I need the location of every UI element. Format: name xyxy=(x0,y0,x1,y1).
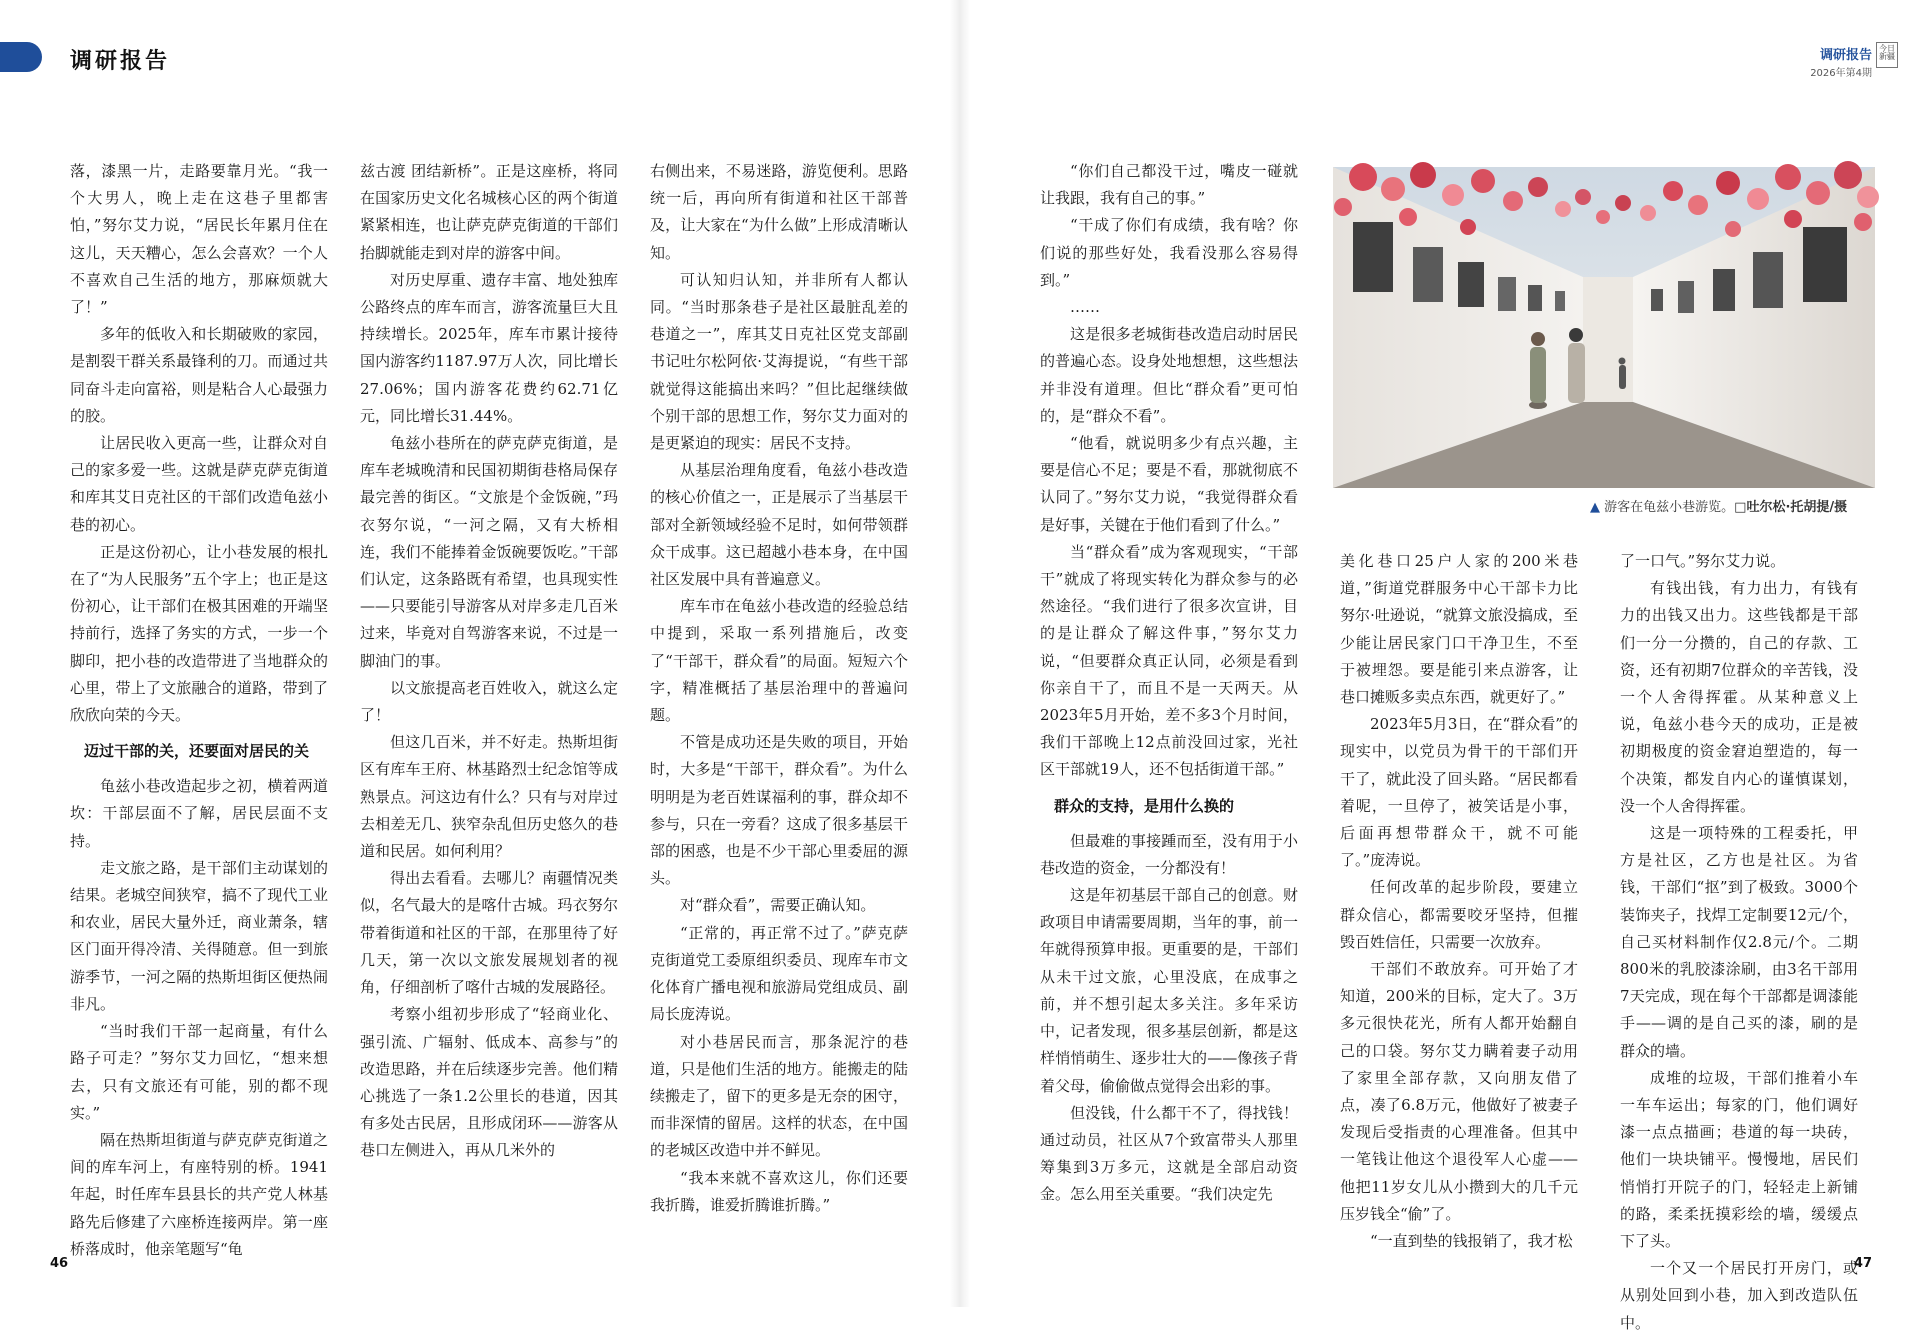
paragraph: 成堆的垃圾，干部们推着小车一车车运出；每家的门，他们调好漆一点点描画；巷道的每一块砖，他们一块块铺平。慢慢地，居民们悄悄打开院子的门，轻轻走上新铺的路，柔柔抚摸彩绘的墙，缓缓点下了头。 xyxy=(1620,1068,1858,1251)
text-column-1 xyxy=(70,158,328,1263)
running-header-title: 调研报告 xyxy=(1819,48,1872,63)
paragraph: “一直到垫的钱报销了，我才松 xyxy=(1370,1232,1573,1251)
text-column-6 xyxy=(1620,548,1858,1337)
text-column-4 xyxy=(1040,158,1298,1209)
paragraph: 可认知归认知，并非所有人都认同。“当时那条巷子是社区最脏乱差的巷道之一”，库其艾日克社区党支部副书记吐尔松阿依·艾海提说，“有些干部就觉得这能搞出来吗？”但比起继续做个别干部的思想工作，努尔艾力面对的是更紧迫的现实：居民不支持。 xyxy=(650,270,908,453)
section-title: 调研报告 xyxy=(70,49,171,74)
paragraph: 不管是成功还是失败的项目，开始时，大多是“干部干，群众看”。为什么明明是为老百姓谋福利的事，群众却不参与，只在一旁看？这成了很多基层干部的困惑，也是不少干部心里委屈的源头。 xyxy=(650,733,908,888)
paragraph: “正常的，再正常不过了。”萨克萨克街道党工委原组织委员、现库车市文化体育广播电视和旅游局党组成员、副局长庞涛说。 xyxy=(650,923,908,1024)
paragraph: “干成了你们有成绩，我有啥？你们说的那些好处，我看没那么容易得到。” xyxy=(1040,216,1298,289)
running-header xyxy=(1810,44,1872,79)
paragraph: 干部们不敢放弃。可开始了才知道，200米的目标，定大了。3万多元很快花光，所有人都开始翻自己的口袋。努尔艾力瞒着妻子动用了家里全部存款，又向朋友借了点，凑了6.8万元，他做好了被妻子发现后受指责的心理准备。但其中一笔钱让他这个退役军人心虚——他把11岁女儿从小攒到大的几千元压岁钱全“偷”了。 xyxy=(1340,960,1578,1223)
alley-photo xyxy=(1333,167,1875,488)
issue-number: 2026年第4期 xyxy=(1810,68,1872,79)
caption-triangle-icon: ▲ xyxy=(1590,500,1600,515)
paragraph: 走文旅之路，是干部们主动谋划的结果。老城空间狭窄，搞不了现代工业和农业，居民大量外迁，商业萧条，辖区门面开得冷清、关得随意。但一到旅游季节，一河之隔的热斯坦街区便热闹非凡。 xyxy=(70,858,328,1013)
paragraph: 但最难的事接踵而至，没有用于小巷改造的资金，一分都没有！ xyxy=(1040,831,1298,877)
paragraph: 兹古渡 团结新桥”。正是这座桥，将同在国家历史文化名城核心区的两个街道紧紧相连，也让萨克萨克街道的干部们抬脚就能走到对岸的游客中间。 xyxy=(360,162,618,262)
paragraph: “我本来就不喜欢这儿，你们还要我折腾，谁爱折腾谁折腾。” xyxy=(650,1168,908,1214)
paragraph: 当“群众看”成为客观现实，“干部干”就成了将现实转化为群众参与的必然途径。“我们进行了很多次宣讲，目的是让群众了解这件事，”努尔艾力说，“但要群众真正认同，必须是看到你亲自干了，而且不是一天两天。从2023年5月开始，差不多3个月时间，我们干部晚上12点前没回过家，光社区干部就19人，还不包括街道干部。” xyxy=(1040,542,1298,779)
paragraph: 隔在热斯坦街道与萨克萨克街道之间的库车河上，有座特别的桥。1941年起，时任库车县县长的共产党人林基路先后修建了六座桥连接两岸。第一座桥落成时，他亲笔题写“龟 xyxy=(70,1130,328,1258)
photo-credit: □吐尔松·托胡提/摄 xyxy=(1734,500,1848,515)
paragraph: 多年的低收入和长期破败的家园，是割裂干群关系最锋利的刀。而通过共同奋斗走向富裕，则是粘合人心最强力的胶。 xyxy=(70,325,328,425)
paragraph: 2023年5月3日，在“群众看”的现实中，以党员为骨干的干部们开干了，就此没了回头路。“居民都看着呢，一旦停了，被笑话是小事，后面再想带群众干，就不可能了。”庞涛说。 xyxy=(1340,715,1578,870)
paragraph: 落，漆黑一片，走路要靠月光。“我一个大男人，晚上走在这巷子里都害怕，”努尔艾力说，“居民长年累月住在这儿，天天糟心，怎么会喜欢？一个人不喜欢自己生活的地方，那麻烦就大了！” xyxy=(70,162,328,317)
paragraph: 考察小组初步形成了“轻商业化、强引流、广辐射、低成本、高参与”的改造思路，并在后续逐步完善。他们精心挑选了一条1.2公里长的巷道，因其有多处古民居，且形成闭环——游客从巷口左侧进入，再从几米外的 xyxy=(360,1005,618,1160)
page-gutter xyxy=(950,0,970,1307)
paragraph: “当时我们干部一起商量，有什么路子可走？”努尔艾力回忆，“想来想去，只有文旅还有可能，别的都不现实。” xyxy=(70,1022,328,1122)
paragraph: 对小巷居民而言，那条泥泞的巷道，只是他们生活的地方。能搬走的陆续搬走了，留下的更多是无奈的困守，而非深情的留居。这样的状态，在中国的老城区改造中并不鲜见。 xyxy=(650,1032,908,1160)
paragraph: “你们自己都没干过，嘴皮一碰就让我跟，我有自己的事。” xyxy=(1040,162,1298,208)
paragraph: 但这几百米，并不好走。热斯坦街区有库车王府、林基路烈士纪念馆等成熟景点。河这边有什么？只有与对岸过去相差无几、狭窄杂乱但历史悠久的巷道和民居。如何利用？ xyxy=(360,733,618,861)
paragraph: 龟兹小巷改造起步之初，横着两道坎：干部层面不了解，居民层面不支持。 xyxy=(70,777,328,850)
subheading: 群众的支持，是用什么换的 xyxy=(1054,796,1235,815)
page-number-right: 47 xyxy=(1853,1256,1872,1271)
paragraph: 一个又一个居民打开房门，或从别处回到小巷，加入到改造队伍中。 xyxy=(1620,1259,1858,1332)
subheading: 迈过干部的关，还要面对居民的关 xyxy=(84,742,310,761)
photo-caption xyxy=(1590,496,1847,515)
page-number-left: 46 xyxy=(50,1256,69,1271)
left-page xyxy=(0,0,960,1307)
paragraph: 这是一项特殊的工程委托，甲方是社区，乙方也是社区。为省钱，干部们“抠”到了极致。3000个装饰夹子，找焊工定制要12元/个，自己买材料制作仅2.8元/个。二期800米的乳胶漆涂刷，由3名干部用7天完成，现在每个干部都是调漆能手——调的是自己买的漆，刷的是群众的墙。 xyxy=(1620,824,1858,1060)
text-column-3 xyxy=(650,158,908,1219)
text-column-2 xyxy=(360,158,618,1165)
paragraph: 对“群众看”，需要正确认知。 xyxy=(680,896,876,915)
text-column-5 xyxy=(1340,548,1578,1255)
paragraph: 任何改革的起步阶段，要建立群众信心，都需要咬牙坚持，但摧毁百姓信任，只需要一次放弃。 xyxy=(1340,878,1578,951)
paragraph: …… xyxy=(1070,298,1100,317)
magazine-logo: 今日 新疆 xyxy=(1876,42,1898,68)
paragraph: 让居民收入更高一些，让群众对自己的家多爱一些。这就是萨克萨克街道和库其艾日克社区的干部们改造龟兹小巷的初心。 xyxy=(70,434,328,534)
paragraph: 了一口气。”努尔艾力说。 xyxy=(1620,552,1786,570)
paragraph: 有钱出钱，有力出力，有钱有力的出钱又出力。这些钱都是干部们一分一分攒的，自己的存款、工资，还有初期7位群众的辛苦钱，没一个人舍得挥霍。从某种意义上说，龟兹小巷今天的成功，正是被初期极度的资金窘迫塑造的，每一个决策，都发自内心的谨慎谋划，没一个人舍得挥霍。 xyxy=(1620,579,1858,815)
alley-illustration xyxy=(1333,167,1875,488)
section-tab-marker xyxy=(0,42,42,72)
paragraph: 这是年初基层干部自己的创意。财政项目申请需要周期，当年的事，前一年就得预算申报。更重要的是，干部们从未干过文旅，心里没底，在成事之前，并不想引起太多关注。多年采访中，记者发现，很多基层创新，都是这样悄悄萌生、逐步壮大的——像孩子背着父母，偷偷做点觉得会出彩的事。 xyxy=(1040,886,1298,1095)
paragraph: 对历史厚重、遗存丰富、地处独库公路终点的库车而言，游客流量巨大且持续增长。2025年，库车市累计接待国内游客约1187.97万人次，同比增长27.06%；国内游客花费约62.71亿元，同比增长31.44%。 xyxy=(360,270,618,425)
paragraph: 美化巷口25户人家的200米巷道，”街道党群服务中心干部卡力比努尔·吐逊说，“就算文旅没搞成，至少能让居民家门口干净卫生，不至于被埋怨。要是能引来点游客，让巷口摊贩多卖点东西，就更好了。” xyxy=(1340,552,1578,707)
paragraph: 以文旅提高老百姓收入，就这么定了！ xyxy=(360,678,618,725)
paragraph: 这是很多老城街巷改造启动时居民的普遍心态。设身处地想想，这些想法并非没有道理。但比“群众看”更可怕的，是“群众不看”。 xyxy=(1040,325,1298,425)
caption-text: 游客在龟兹小巷游览。 xyxy=(1604,500,1735,515)
paragraph: 正是这份初心，让小巷发展的根扎在了“为人民服务”五个字上；也正是这份初心，让干部们在极其困难的开端坚持前行，选择了务实的方式，一步一个脚印，把小巷的改造带进了当地群众的心里，带上了文旅融合的道路，带到了欣欣向荣的今天。 xyxy=(70,542,328,725)
paragraph: “他看，就说明多少有点兴趣，主要是信心不足；要是不看，那就彻底不认同了。”努尔艾力说，“我觉得群众看是好事，关键在于他们看到了什么。” xyxy=(1040,434,1298,534)
paragraph: 库车市在龟兹小巷改造的经验总结中提到，采取一系列措施后，改变了“干部干，群众看”的局面。短短六个字，精准概括了基层治理中的普遍问题。 xyxy=(650,597,908,725)
paragraph: 右侧出来，不易迷路，游览便利。思路统一后，再向所有街道和社区干部普及，让大家在“为什么做”上形成清晰认知。 xyxy=(650,162,908,262)
paragraph: 龟兹小巷所在的萨克萨克街道，是库车老城晚清和民国初期街巷格局保存最完善的街区。“文旅是个金饭碗，”玛衣努尔说，“一河之隔，又有大桥相连，我们不能捧着金饭碗要饭吃。”干部们认定，这条路既有希望，也具现实性——只要能引导游客从对岸多走几百米过来，毕竟对自驾游客来说，不过是一脚油门的事。 xyxy=(360,434,618,670)
paragraph: 从基层治理角度看，龟兹小巷改造的核心价值之一，正是展示了当基层干部对全新领域经验不足时，如何带领群众干成事。这已超越小巷本身，在中国社区发展中具有普遍意义。 xyxy=(650,461,908,589)
paragraph: 但没钱，什么都干不了，得找钱！通过动员，社区从7个致富带头人那里筹集到3万多元，这就是全部启动资金。怎么用至关重要。“我们决定先 xyxy=(1040,1103,1298,1204)
paragraph: 得出去看看。去哪儿？南疆情况类似，名气最大的是喀什古城。玛衣努尔带着街道和社区的干部，在那里待了好几天，第一次以文旅发展规划者的视角，仔细剖析了喀什古城的发展路径。 xyxy=(360,869,618,997)
